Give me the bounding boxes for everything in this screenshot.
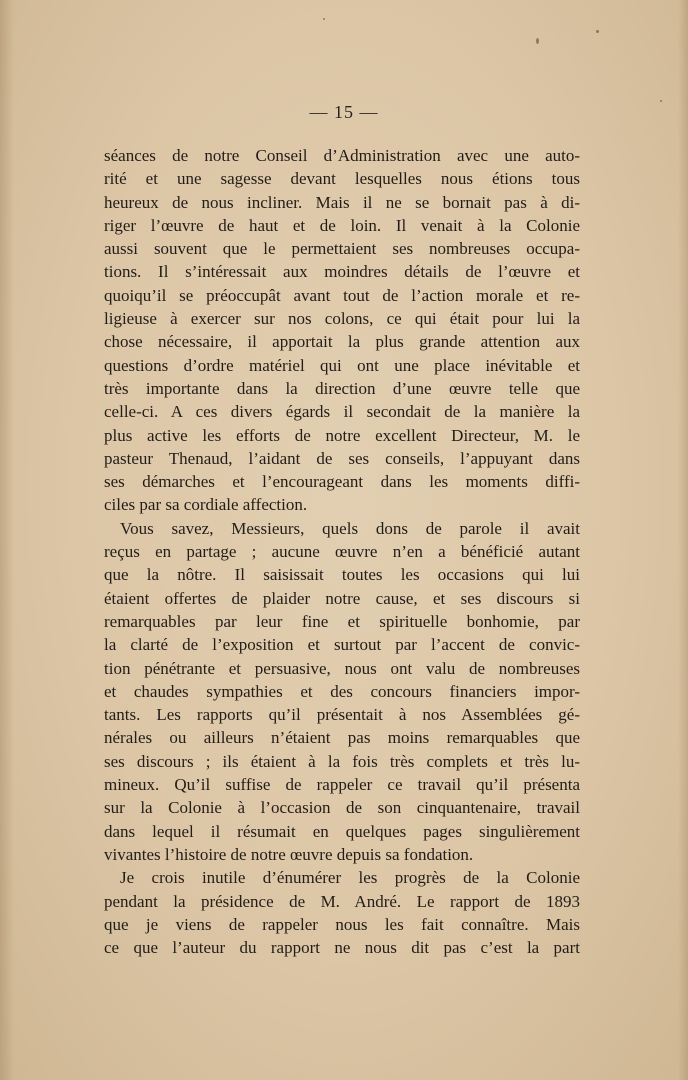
- paragraph: [104, 144, 580, 517]
- text-line: la clarté de l’exposition et surtout par l’accent de convic-: [104, 635, 580, 655]
- body-text: [104, 144, 580, 959]
- page-number: — 15 —: [309, 102, 379, 122]
- text-line: heureux de nous incliner. Mais il ne se bornait pas à di-: [104, 192, 580, 212]
- text-line: vivantes l’histoire de notre œuvre depuis sa fondation.: [104, 844, 474, 864]
- text-line: Vous savez, Messieurs, quels dons de parole il avait: [120, 518, 580, 538]
- text-line: celle-ci. A ces divers égards il secondait de la manière la: [104, 402, 580, 422]
- text-line: plus active les efforts de notre excellent Directeur, M. le: [104, 425, 580, 445]
- text-line: ce que l’auteur du rapport ne nous dit pas c’est la part: [104, 938, 580, 958]
- text-line: ciles par sa cordiale affection.: [104, 495, 308, 515]
- text-line: et chaudes sympathies et des concours financiers impor-: [104, 681, 580, 701]
- text-line: pendant la présidence de M. André. Le rapport de 1893: [104, 891, 580, 911]
- text-line: questions d’ordre matériel qui ont une place inévitable et: [104, 355, 580, 375]
- text-line: que la nôtre. Il saisissait toutes les occasions qui lui: [104, 565, 580, 585]
- text-line: tants. Les rapports qu’il présentait à nos Assemblées gé-: [104, 705, 580, 725]
- text-line: ligieuse à exercer sur nos colons, ce qui était pour lui la: [104, 309, 580, 329]
- text-line: riger l’œuvre de haut et de loin. Il venait à la Colonie: [104, 215, 580, 235]
- text-line: ses démarches et l’encourageant dans les moments diffi-: [104, 472, 580, 492]
- paper-speck: [536, 38, 539, 44]
- text-line: aussi souvent que le permettaient ses nombreuses occupa-: [104, 239, 580, 259]
- page-edge-shadow-right: [678, 0, 688, 1080]
- text-line: mineux. Qu’il suffise de rappeler ce travail qu’il présenta: [104, 775, 580, 795]
- text-line: tion pénétrante et persuasive, nous ont valu de nombreuses: [104, 658, 580, 678]
- text-line: pasteur Thenaud, l’aidant de ses conseils, l’appuyant dans: [104, 448, 580, 468]
- text-line: sur la Colonie à l’occasion de son cinquantenaire, travail: [104, 798, 580, 818]
- text-line: Je crois inutile d’énumérer les progrès de la Colonie: [120, 868, 580, 888]
- text-line: quoiqu’il se préoccupât avant tout de l’action morale et re-: [104, 285, 580, 305]
- paragraph: [104, 866, 580, 959]
- text-line: dans lequel il résumait en quelques pages singulièrement: [104, 821, 580, 841]
- text-line: que je viens de rappeler nous les fait connaître. Mais: [104, 914, 580, 934]
- paragraph: [104, 517, 580, 866]
- text-line: rité et une sagesse devant lesquelles nous étions tous: [104, 169, 580, 189]
- text-line: étaient offertes de plaider notre cause, et ses discours si: [104, 588, 580, 608]
- page-edge-shadow-left: [0, 0, 14, 1080]
- paper-speck: [596, 30, 599, 33]
- text-line: reçus en partage ; aucune œuvre n’en a bénéficié autant: [104, 542, 580, 562]
- text-line: tions. Il s’intéressait aux moindres détails de l’œuvre et: [104, 262, 580, 282]
- text-line: chose nécessaire, il apportait la plus grande attention aux: [104, 332, 580, 352]
- text-line: nérales ou ailleurs n’étaient pas moins remarquables que: [104, 728, 580, 748]
- text-line: séances de notre Conseil d’Administration avec une auto-: [104, 146, 580, 165]
- text-line: remarquables par leur fine et spirituelle bonhomie, par: [104, 611, 580, 631]
- paper-speck: [323, 18, 325, 20]
- text-line: très importante dans la direction d’une œuvre telle que: [104, 378, 580, 398]
- text-line: ses discours ; ils étaient à la fois très complets et très lu-: [104, 751, 580, 771]
